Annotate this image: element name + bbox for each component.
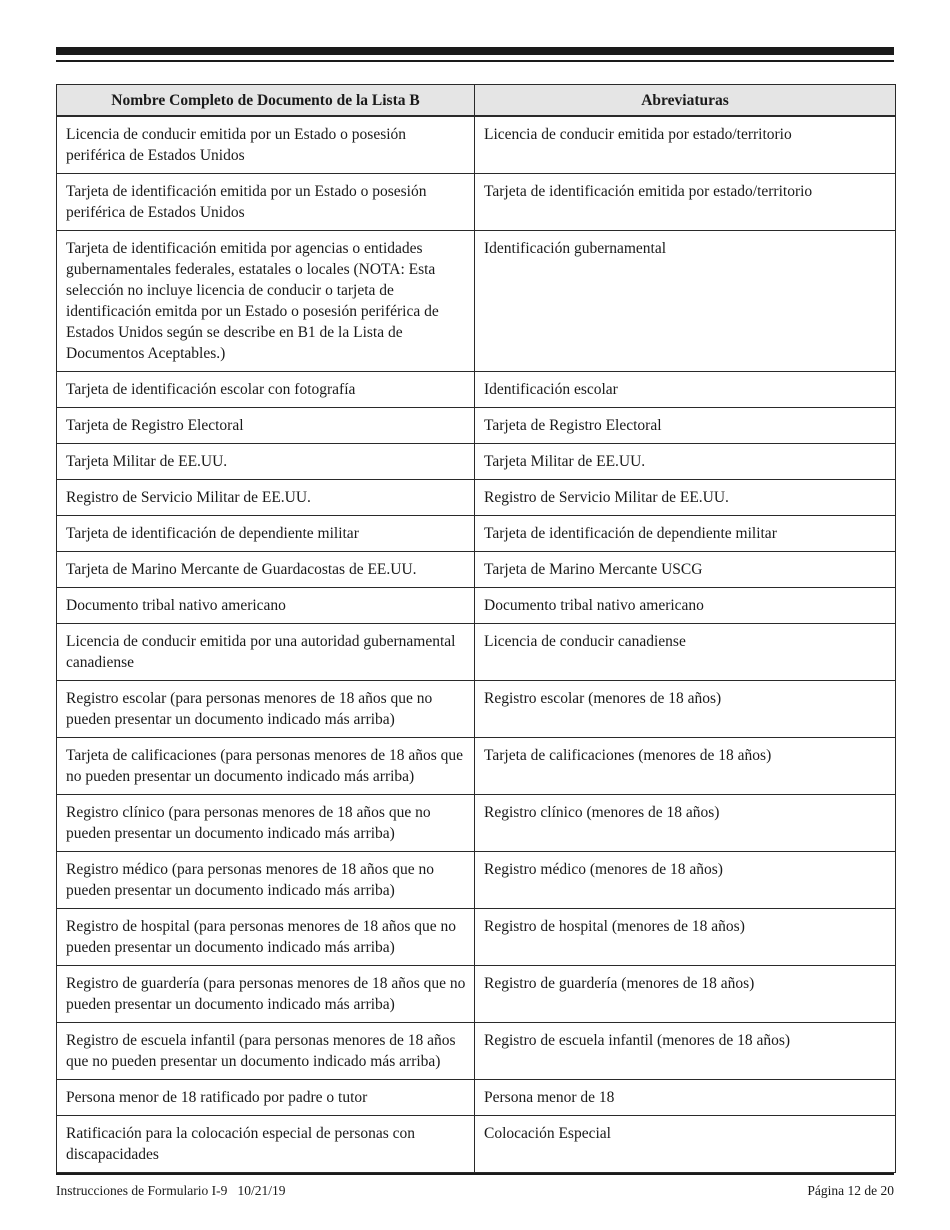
footer-form-date: 10/21/19	[237, 1183, 286, 1198]
document-name-cell: Tarjeta de identificación escolar con fotografía	[57, 372, 475, 408]
document-name-cell: Tarjeta de identificación emitida por un Estado o posesión periférica de Estados Unidos	[57, 174, 475, 231]
abbreviation-cell: Registro de guardería (menores de 18 años)	[475, 966, 896, 1023]
abbreviation-cell: Registro médico (menores de 18 años)	[475, 852, 896, 909]
document-name-cell: Registro de escuela infantil (para personas menores de 18 años que no pueden presentar un documento indicado más arriba)	[57, 1023, 475, 1080]
abbreviation-cell: Registro de hospital (menores de 18 años)	[475, 909, 896, 966]
header-rule-thin	[56, 60, 894, 62]
table-row	[57, 372, 896, 408]
table-row	[57, 738, 896, 795]
table-row	[57, 1116, 896, 1173]
table-row	[57, 1023, 896, 1080]
abbreviation-cell: Colocación Especial	[475, 1116, 896, 1173]
document-name-cell: Tarjeta de calificaciones (para personas menores de 18 años que no pueden presentar un documento indicado más arriba)	[57, 738, 475, 795]
table-row	[57, 516, 896, 552]
document-name-cell: Registro de hospital (para personas menores de 18 años que no pueden presentar un documento indicado más arriba)	[57, 909, 475, 966]
column-header-abbreviation: Abreviaturas	[475, 85, 896, 117]
document-name-cell: Registro clínico (para personas menores de 18 años que no pueden presentar un documento indicado más arriba)	[57, 795, 475, 852]
document-name-cell: Persona menor de 18 ratificado por padre o tutor	[57, 1080, 475, 1116]
abbreviation-cell: Licencia de conducir canadiense	[475, 624, 896, 681]
table-row	[57, 480, 896, 516]
footer-form-info	[56, 1183, 285, 1199]
abbreviation-cell: Tarjeta Militar de EE.UU.	[475, 444, 896, 480]
footer-page-number: Página 12 de 20	[807, 1183, 894, 1198]
abbreviation-cell: Registro clínico (menores de 18 años)	[475, 795, 896, 852]
header-rule-thick	[56, 47, 894, 55]
footer-rule	[56, 1173, 894, 1175]
table-row	[57, 552, 896, 588]
abbreviation-cell: Identificación gubernamental	[475, 231, 896, 372]
table-header-row	[57, 85, 896, 117]
abbreviation-cell: Licencia de conducir emitida por estado/territorio	[475, 116, 896, 174]
abbreviation-cell: Registro de Servicio Militar de EE.UU.	[475, 480, 896, 516]
table-row	[57, 174, 896, 231]
abbreviation-cell: Tarjeta de identificación emitida por estado/territorio	[475, 174, 896, 231]
abbreviation-cell: Tarjeta de Registro Electoral	[475, 408, 896, 444]
document-name-cell: Tarjeta de identificación de dependiente militar	[57, 516, 475, 552]
table-row	[57, 795, 896, 852]
abbreviation-cell: Tarjeta de identificación de dependiente militar	[475, 516, 896, 552]
document-name-cell: Ratificación para la colocación especial de personas con discapacidades	[57, 1116, 475, 1173]
table-row	[57, 444, 896, 480]
table-row	[57, 681, 896, 738]
document-name-cell: Licencia de conducir emitida por una autoridad gubernamental canadiense	[57, 624, 475, 681]
document-name-cell: Registro de Servicio Militar de EE.UU.	[57, 480, 475, 516]
document-name-cell: Licencia de conducir emitida por un Estado o posesión periférica de Estados Unidos	[57, 116, 475, 174]
abbreviation-cell: Documento tribal nativo americano	[475, 588, 896, 624]
abbreviation-cell: Tarjeta de Marino Mercante USCG	[475, 552, 896, 588]
abbreviation-cell: Registro escolar (menores de 18 años)	[475, 681, 896, 738]
document-name-cell: Tarjeta Militar de EE.UU.	[57, 444, 475, 480]
table-row	[57, 1080, 896, 1116]
document-name-cell: Tarjeta de Marino Mercante de Guardacostas de EE.UU.	[57, 552, 475, 588]
table-row	[57, 852, 896, 909]
table-row	[57, 909, 896, 966]
table-row	[57, 588, 896, 624]
document-name-cell: Tarjeta de Registro Electoral	[57, 408, 475, 444]
abbreviation-cell: Registro de escuela infantil (menores de 18 años)	[475, 1023, 896, 1080]
document-name-cell: Tarjeta de identificación emitida por agencias o entidades gubernamentales federales, estatales o locales (NOTA: Esta selección no incluye licencia de conducir o tarjeta de identificación emitda por un Estado o posesión periférica de Estados Unidos según se describe en B1 de la Lista de Documentos Aceptables.)	[57, 231, 475, 372]
table-row	[57, 624, 896, 681]
table-row	[57, 408, 896, 444]
table-row	[57, 231, 896, 372]
abbreviation-cell: Tarjeta de calificaciones (menores de 18 años)	[475, 738, 896, 795]
document-name-cell: Documento tribal nativo americano	[57, 588, 475, 624]
table-row	[57, 116, 896, 174]
document-name-cell: Registro escolar (para personas menores de 18 años que no pueden presentar un documento indicado más arriba)	[57, 681, 475, 738]
abbreviation-cell: Persona menor de 18	[475, 1080, 896, 1116]
table-row	[57, 966, 896, 1023]
column-header-document-name: Nombre Completo de Documento de la Lista B	[57, 85, 475, 117]
abbreviation-cell: Identificación escolar	[475, 372, 896, 408]
document-name-cell: Registro de guardería (para personas menores de 18 años que no pueden presentar un documento indicado más arriba)	[57, 966, 475, 1023]
document-name-cell: Registro médico (para personas menores de 18 años que no pueden presentar un documento indicado más arriba)	[57, 852, 475, 909]
list-b-documents-table	[56, 84, 896, 1173]
footer-form-name: Instrucciones de Formulario I-9	[56, 1183, 228, 1198]
